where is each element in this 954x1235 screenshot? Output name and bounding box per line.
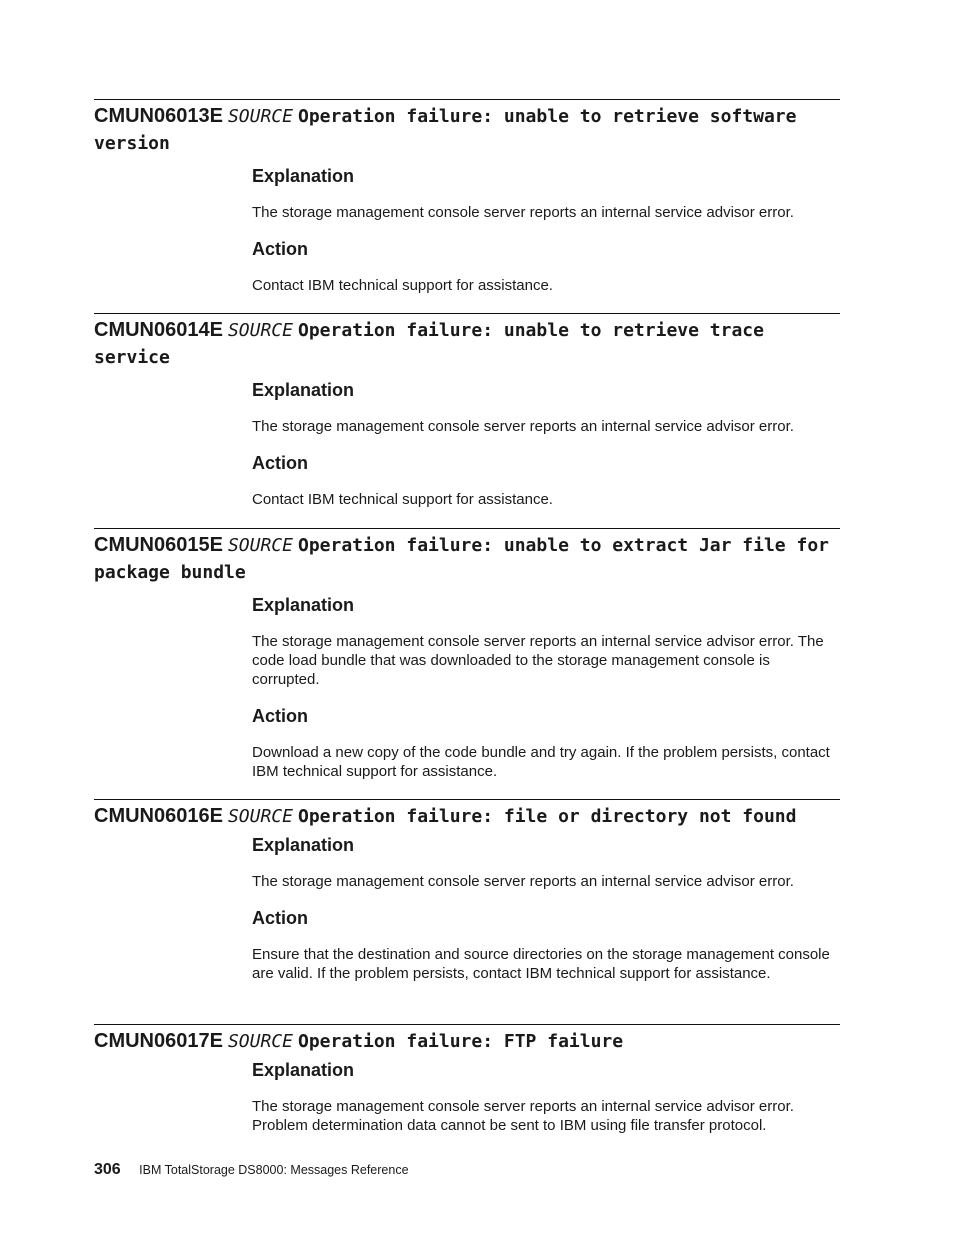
explanation-section [252,379,840,436]
action-text: Download a new copy of the code bundle and try again. If the problem persists, contact IBM technical support for assistance. [252,744,830,780]
message-title [94,800,840,830]
message-entry [94,1024,840,1135]
message-text: Operation failure: FTP failure [297,1031,624,1052]
explanation-text: The storage management console server reports an internal service advisor error. The code load bundle that was downloaded to the storage management console is corrupted. [252,633,824,688]
explanation-text: The storage management console server reports an internal service advisor error. [252,873,794,890]
explanation-section [252,1059,840,1135]
explanation-heading: Explanation [252,166,355,186]
book-title: IBM TotalStorage DS8000: Messages Reference [139,1163,409,1177]
explanation-heading: Explanation [252,595,355,615]
message-id: CMUN06017E [94,1030,223,1052]
message-entry [94,313,840,509]
explanation-text: The storage management console server reports an internal service advisor error. [252,204,794,221]
action-heading: Action [252,908,308,928]
explanation-heading: Explanation [252,1060,355,1080]
message-id: CMUN06015E [94,534,223,556]
action-text: Contact IBM technical support for assistance. [252,277,553,294]
message-source: SOURCE [227,806,293,827]
explanation-text: The storage management console server reports an internal service advisor error. [252,418,794,435]
message-entry [94,528,840,781]
page-number: 306 [94,1161,121,1178]
message-entry [94,99,840,295]
action-heading: Action [252,239,308,259]
message-source: SOURCE [227,320,293,341]
explanation-section [252,834,840,891]
message-id: CMUN06016E [94,805,223,827]
message-text: Operation failure: unable to extract Jar file for package bundle [94,535,829,583]
action-heading: Action [252,453,308,473]
explanation-text: The storage management console server reports an internal service advisor error. Problem determination data cannot be sent to IBM using file transfer protocol. [252,1098,794,1134]
message-text: Operation failure: file or directory not found [297,806,797,827]
message-source: SOURCE [227,535,293,556]
message-text: Operation failure: unable to retrieve trace service [94,320,764,368]
action-section [252,705,840,781]
action-section [252,452,840,509]
explanation-heading: Explanation [252,835,355,855]
message-entry [94,799,840,983]
action-heading: Action [252,706,308,726]
explanation-section [252,165,840,222]
action-section [252,907,840,983]
action-text: Ensure that the destination and source directories on the storage management console are valid. If the problem persists, contact IBM technical support for assistance. [252,946,830,982]
action-text: Contact IBM technical support for assistance. [252,491,553,508]
message-title [94,1025,840,1055]
explanation-heading: Explanation [252,380,355,400]
message-title [94,314,840,371]
explanation-section [252,594,840,689]
message-title [94,529,840,586]
message-source: SOURCE [227,106,293,127]
message-source: SOURCE [227,1031,293,1052]
message-id: CMUN06013E [94,105,223,127]
message-id: CMUN06014E [94,319,223,341]
message-text: Operation failure: unable to retrieve software version [94,106,797,154]
message-title [94,100,840,157]
action-section [252,238,840,295]
page-footer [94,1161,409,1179]
